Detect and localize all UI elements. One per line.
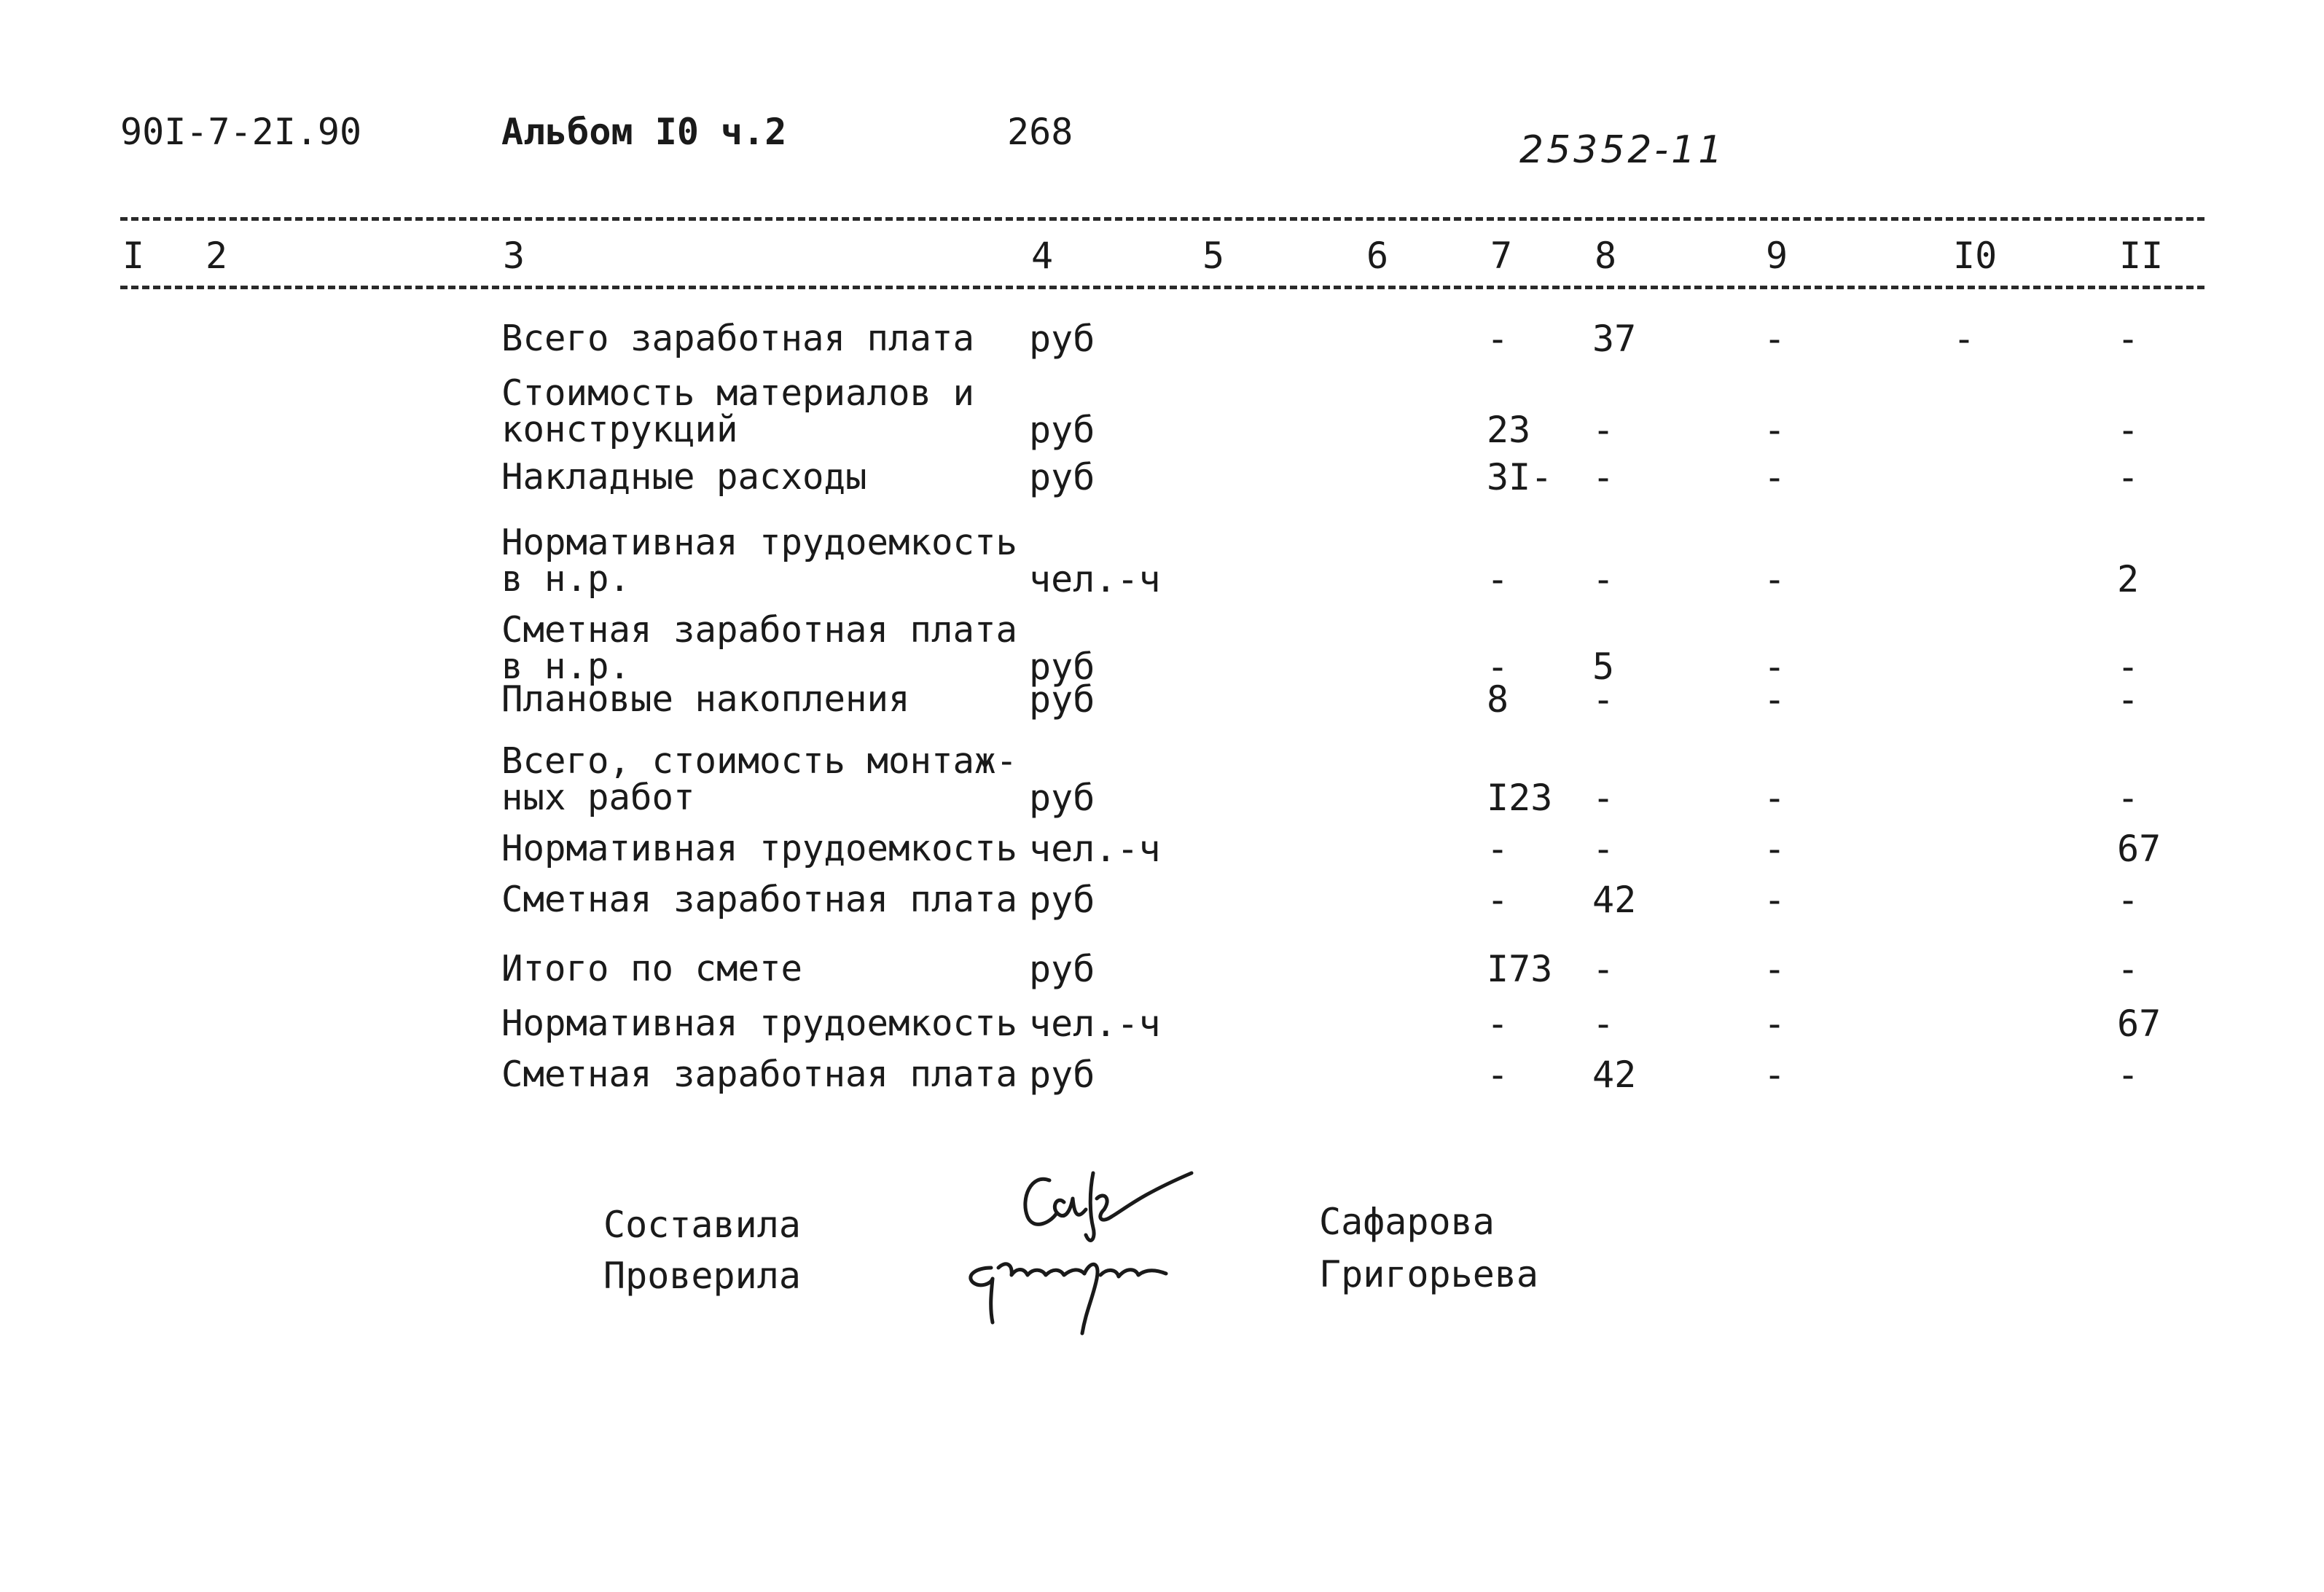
row-description: Всего, стоимость монтаж- ных работ (501, 740, 1018, 818)
cell-col-10: - (1953, 318, 1976, 360)
cell-col-8: - (1592, 456, 1615, 498)
checked-by-label: Проверила (603, 1255, 801, 1297)
row-unit: руб (1029, 318, 1095, 360)
column-number-11: II (2119, 235, 2164, 277)
column-number-2: 2 (206, 235, 228, 277)
cell-col-8: - (1592, 678, 1615, 721)
column-number-3: 3 (503, 235, 525, 277)
cell-col-7: - (1487, 558, 1509, 600)
cell-col-9: - (1764, 1003, 1786, 1045)
column-number-4: 4 (1031, 235, 1054, 277)
cell-col-9: - (1764, 879, 1786, 921)
cell-col-9: - (1764, 1054, 1786, 1096)
cell-col-11: - (2117, 409, 2140, 451)
row-description: Сметная заработная плата (501, 879, 1018, 920)
cell-col-7: - (1487, 646, 1509, 688)
cell-col-8: - (1592, 558, 1615, 600)
cell-col-11: 67 (2117, 1003, 2161, 1045)
cell-col-8: 5 (1592, 646, 1615, 688)
compiled-by-label: Составила (603, 1204, 801, 1246)
cell-col-7: 3I- (1487, 456, 1553, 498)
compiled-by-name: Сафарова (1319, 1201, 1495, 1243)
row-unit: руб (1029, 456, 1095, 498)
column-number-6: 6 (1366, 235, 1389, 277)
cell-col-9: - (1764, 409, 1786, 451)
document-number: 25352-11 (1519, 128, 1726, 172)
row-description: Плановые накопления (501, 678, 910, 720)
cell-col-9: - (1764, 828, 1786, 870)
row-description: Всего заработная плата (501, 318, 975, 359)
cell-col-11: 2 (2117, 558, 2140, 600)
cell-col-9: - (1764, 777, 1786, 819)
cell-col-11: 67 (2117, 828, 2161, 870)
cell-col-11: - (2117, 879, 2140, 921)
row-unit: руб (1029, 678, 1095, 721)
header-bottom-rule (120, 286, 2204, 289)
row-unit: руб (1029, 948, 1095, 990)
row-unit: руб (1029, 879, 1095, 921)
row-unit: чел.-ч (1029, 558, 1161, 600)
column-number-10: I0 (1953, 235, 1998, 277)
cell-col-11: - (2117, 678, 2140, 721)
row-unit: чел.-ч (1029, 828, 1161, 870)
row-description: Сметная заработная плата в н.р. (501, 609, 1018, 687)
cell-col-9: - (1764, 678, 1786, 721)
cell-col-7: - (1487, 1003, 1509, 1045)
cell-col-9: - (1764, 456, 1786, 498)
row-description: Нормативная трудоемкость в н.р. (501, 522, 1018, 600)
cell-col-8: - (1592, 1003, 1615, 1045)
cell-col-7: I73 (1487, 948, 1553, 990)
row-unit: руб (1029, 777, 1095, 819)
cell-col-11: - (2117, 456, 2140, 498)
column-number-9: 9 (1766, 235, 1788, 277)
cell-col-9: - (1764, 318, 1786, 360)
cell-col-8: 42 (1592, 1054, 1637, 1096)
cell-col-7: - (1487, 1054, 1509, 1096)
cell-col-11: - (2117, 948, 2140, 990)
column-number-7: 7 (1490, 235, 1513, 277)
row-unit: руб (1029, 646, 1095, 688)
column-number-5: 5 (1202, 235, 1225, 277)
row-description: Стоимость материалов и конструкций (501, 372, 975, 450)
cell-col-11: - (2117, 318, 2140, 360)
cell-col-8: - (1592, 409, 1615, 451)
album-label: Альбом I0 ч.2 (501, 111, 787, 153)
row-unit: руб (1029, 409, 1095, 451)
cell-col-9: - (1764, 646, 1786, 688)
cell-col-11: - (2117, 1054, 2140, 1096)
checked-by-name: Григорьева (1319, 1253, 1539, 1295)
cell-col-7: - (1487, 828, 1509, 870)
series-code: 90I-7-2I.90 (120, 111, 362, 153)
cell-col-9: - (1764, 558, 1786, 600)
row-unit: руб (1029, 1054, 1095, 1096)
cell-col-8: 37 (1592, 318, 1637, 360)
cell-col-8: - (1592, 777, 1615, 819)
cell-col-7: 23 (1487, 409, 1531, 451)
row-description: Нормативная трудоемкость (501, 1003, 1018, 1044)
page-number: 268 (1007, 111, 1073, 153)
row-unit: чел.-ч (1029, 1003, 1161, 1045)
row-description: Сметная заработная плата (501, 1054, 1018, 1095)
cell-col-7: 8 (1487, 678, 1509, 721)
cell-col-8: 42 (1592, 879, 1637, 921)
cell-col-7: - (1487, 879, 1509, 921)
cell-col-7: - (1487, 318, 1509, 360)
handwritten-signatures (947, 1158, 1210, 1348)
cell-col-11: - (2117, 646, 2140, 688)
cell-col-8: - (1592, 828, 1615, 870)
row-description: Накладные расходы (501, 456, 867, 498)
row-description: Нормативная трудоемкость (501, 828, 1018, 869)
cell-col-8: - (1592, 948, 1615, 990)
row-description: Итого по смете (501, 948, 803, 989)
column-number-8: 8 (1595, 235, 1617, 277)
header-top-rule (120, 217, 2204, 221)
cell-col-9: - (1764, 948, 1786, 990)
column-number-1: I (122, 235, 145, 277)
cell-col-11: - (2117, 777, 2140, 819)
cell-col-7: I23 (1487, 777, 1553, 819)
